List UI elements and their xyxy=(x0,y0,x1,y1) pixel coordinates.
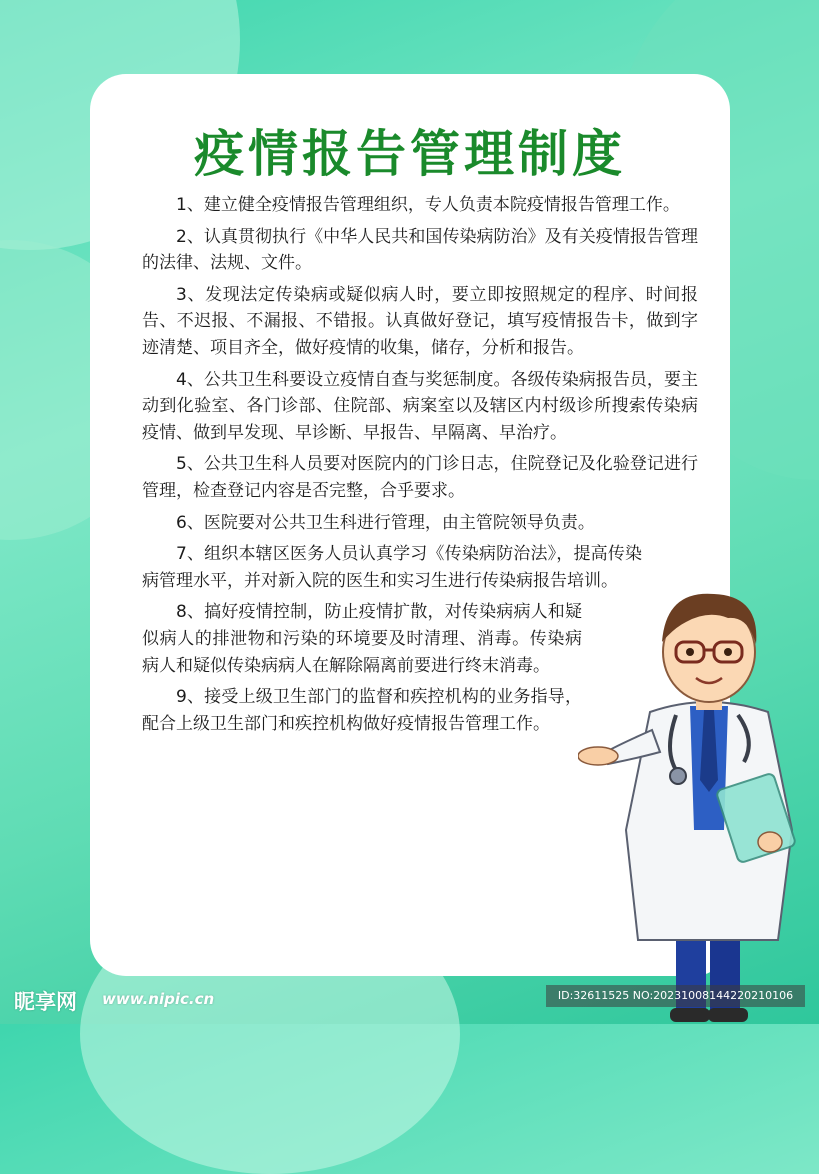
rule-item: 1、建立健全疫情报告管理组织，专人负责本院疫情报告管理工作。 xyxy=(176,195,680,215)
page-title: 疫情报告管理制度 xyxy=(194,125,626,183)
rule-item: 6、医院要对公共卫生科进行管理，由主管院领导负责。 xyxy=(176,512,595,533)
rule-item: 3、发现法定传染病或疑似病人时，要立即按照规定的程序、时间报告、不迟报、不漏报、不错报。认真做好登记，填写疫情报告卡，做到字迹清楚、项目齐全，做好疫情的收集，储存，分析和报告。 xyxy=(142,284,698,358)
rule-item: 2、认真贯彻执行《中华人民共和国传染病防治》及有关疫情报告管理的法律、法规、文件。 xyxy=(142,226,698,274)
rule-item: 5、公共卫生科人员要对医院内的门诊日志，住院登记及化验登记进行管理，检查登记内容是否完整，合乎要求。 xyxy=(142,454,698,501)
doctor-shoe xyxy=(670,1008,710,1022)
watermark-url: www.nipic.cn xyxy=(102,990,215,1008)
doctor-eye xyxy=(686,648,694,656)
rule-item: 8、搞好疫情控制，防止疫情扩散，对传染病病人和疑似病人的排泄物和污染的环境要及时清理、消毒。传染病病人和疑似传染病病人在解除隔离前要进行终末消毒。 xyxy=(142,602,582,676)
doctor-illustration xyxy=(578,580,818,1024)
doctor-shoe xyxy=(708,1008,748,1022)
rule-item: 4、公共卫生科要设立疫情自查与奖惩制度。各级传染病报告员，要主动到化验室、各门诊部、住院部、病案室以及辖区内村级诊所搜索传染病疫情、做到早发现、早诊断、早报告、早隔离、早治疗。 xyxy=(142,369,698,443)
stethoscope-head xyxy=(670,768,686,784)
doctor-hand xyxy=(578,747,618,765)
doctor-hand xyxy=(758,832,782,852)
watermark-logo: 昵享网 xyxy=(14,990,77,1014)
image-id-badge: ID:32611525 NO:20231008144220210106 xyxy=(546,985,805,1007)
rule-item: 9、接受上级卫生部门的监督和疾控机构的业务指导，配合上级卫生部门和疾控机构做好疫情报告管理工作。 xyxy=(142,687,582,734)
doctor-eye xyxy=(724,648,732,656)
rule-item: 7、组织本辖区医务人员认真学习《传染病防治法》，提高传染病管理水平，并对新入院的医生和实习生进行传染病报告培训。 xyxy=(142,544,642,591)
